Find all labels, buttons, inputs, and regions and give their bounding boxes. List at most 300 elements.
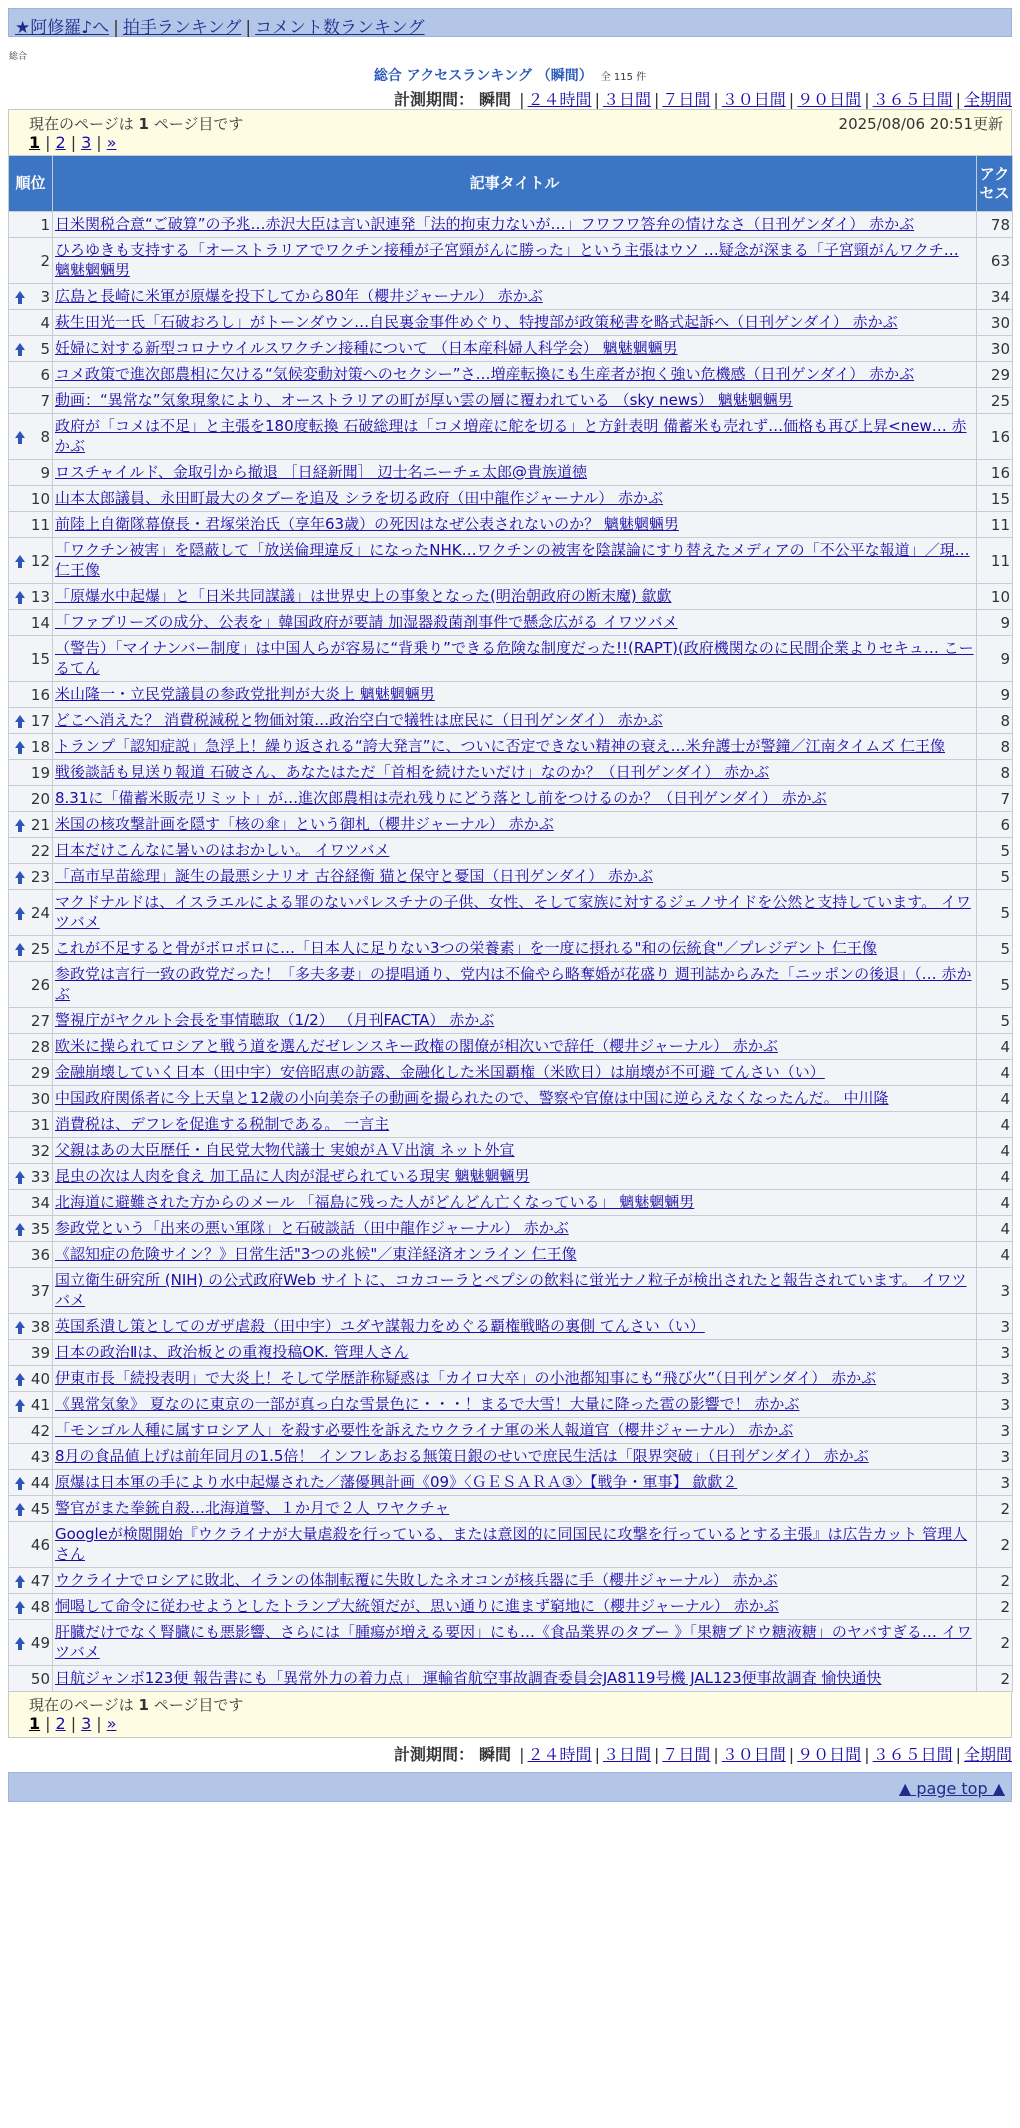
article-title-link[interactable]: ウクライナでロシアに敗北、イランの体制転覆に失敗したネオコンが核兵器に手（櫻井ジャーナル） 赤かぶ — [55, 1571, 778, 1589]
title-cell — [53, 538, 977, 584]
page-separator: | — [70, 1714, 77, 1733]
rank-number: 48 — [30, 1597, 50, 1616]
article-title-link[interactable]: 英国系潰し策としてのガザ虐殺（田中宇）ユダヤ謀報力をめぐる覇権戦略の裏側 てんさい（い） — [55, 1317, 705, 1335]
nav-separator: | — [113, 18, 119, 38]
access-count-cell: 16 — [977, 460, 1013, 486]
rank-number: 17 — [30, 711, 50, 730]
page-separator: | — [96, 133, 102, 152]
access-count-cell: 3 — [977, 1444, 1013, 1470]
current-page-text-footer: 現在のページは 1 ページ目です — [29, 1696, 244, 1714]
period-link[interactable]: ３０日間 — [721, 90, 786, 109]
access-count-cell: 4 — [977, 1216, 1013, 1242]
table-row — [9, 388, 1013, 414]
page-info-footer — [8, 1692, 1012, 1738]
title-cell — [53, 362, 977, 388]
rank-number: 15 — [30, 649, 50, 668]
rank-number: 23 — [30, 867, 50, 886]
access-count-cell: 4 — [977, 1086, 1013, 1112]
table-row — [9, 1112, 1013, 1138]
rank-cell — [9, 414, 53, 460]
access-count-cell: 3 — [977, 1470, 1013, 1496]
access-count-cell: 5 — [977, 1008, 1013, 1034]
rank-number: 39 — [30, 1343, 50, 1362]
title-cell — [53, 336, 977, 362]
rank-number: 6 — [40, 365, 50, 384]
period-separator: | — [519, 90, 525, 109]
period-separator: | — [788, 1745, 795, 1764]
period-separator: | — [713, 90, 719, 109]
rank-cell — [9, 460, 53, 486]
period-link[interactable]: ３日間 — [602, 90, 651, 109]
title-cell — [53, 486, 977, 512]
table-row — [9, 238, 1013, 284]
access-count-cell: 2 — [977, 1496, 1013, 1522]
title-cell — [53, 388, 977, 414]
rank-up-arrow-icon — [15, 343, 25, 350]
top-nav-bar — [8, 8, 1012, 37]
page-info-box — [8, 109, 1012, 155]
title-cell — [53, 212, 977, 238]
table-row — [9, 1242, 1013, 1268]
article-title-link[interactable]: 警官がまた拳銃自殺…北海道警、１か月で２人 ワヤクチャ — [55, 1499, 450, 1517]
access-count-cell: 15 — [977, 486, 1013, 512]
rank-cell — [9, 838, 53, 864]
period-separator: | — [788, 90, 795, 109]
table-row — [9, 786, 1013, 812]
title-cell — [53, 1314, 977, 1340]
access-count-cell: 8 — [977, 734, 1013, 760]
article-title-link[interactable]: 萩生田光一氏「石破おろし」がトーンダウン…自民裏金事件めぐり、特捜部が政策秘書を略式起訴へ（日刊ゲンダイ） 赤かぶ — [55, 313, 898, 331]
rank-number: 1 — [40, 215, 50, 234]
title-cell — [53, 786, 977, 812]
article-title-link[interactable]: 警視庁がヤクルト会長を事情聴取（1/2） （月刊FACTA） 赤かぶ — [55, 1011, 495, 1029]
col-access-header: アクセス — [977, 156, 1013, 212]
rank-up-arrow-icon — [15, 943, 25, 950]
table-row — [9, 1008, 1013, 1034]
title-cell — [53, 1138, 977, 1164]
access-count-cell: 30 — [977, 310, 1013, 336]
article-title-link[interactable]: 日本の政治Ⅱは、政治板との重複投稿OK. 管理人さん — [55, 1343, 409, 1361]
rank-number: 33 — [30, 1167, 50, 1186]
title-cell — [53, 838, 977, 864]
title-cell — [53, 1366, 977, 1392]
article-title-link[interactable]: 北海道に避難された方からのメール 「福島に残った人がどんどん亡くなっている」 魑魅魍魎男 — [55, 1193, 695, 1211]
title-cell — [53, 1034, 977, 1060]
table-header-row — [9, 156, 1013, 212]
rank-number: 20 — [30, 789, 50, 808]
access-count-cell: 6 — [977, 812, 1013, 838]
rank-number: 19 — [30, 763, 50, 782]
access-count-cell: 4 — [977, 1164, 1013, 1190]
title-cell — [53, 1060, 977, 1086]
title-cell — [53, 962, 977, 1008]
access-count-cell: 78 — [977, 212, 1013, 238]
rank-number: 25 — [30, 939, 50, 958]
article-title-link[interactable]: Googleが検閲開始『ウクライナが大量虐殺を行っている、または意図的に同国民に攻撃を行っているとする主張』は広告カット 管理人さん — [55, 1525, 968, 1563]
article-title-link[interactable]: 昆虫の次は人肉を食え 加工品に人肉が混ぜられている現実 魑魅魍魎男 — [55, 1167, 530, 1185]
access-count-cell: 4 — [977, 1138, 1013, 1164]
article-title-link[interactable]: 消費税は、デフレを促進する税制である。 一言主 — [55, 1115, 390, 1133]
title-cell — [53, 460, 977, 486]
article-title-link[interactable]: 政府が「コメは不足」と主張を180度転換 石破総理は「コメ増産に舵を切る」と方針表明 備蓄米も売れず…価格も再び上昇<new… 赤かぶ — [55, 417, 967, 455]
rank-number: 13 — [30, 587, 50, 606]
title-cell — [53, 812, 977, 838]
table-row — [9, 1392, 1013, 1418]
nav-separator: | — [245, 18, 252, 38]
period-link[interactable]: ３６５日間 — [872, 1745, 953, 1764]
article-title-link[interactable]: これが不足すると骨がボロボロに…「日本人に足りない3つの栄養素」を一度に摂れる"和の伝統食"／プレジデント 仁王像 — [55, 939, 877, 957]
rank-number: 9 — [40, 463, 50, 482]
period-link[interactable]: ７日間 — [662, 90, 711, 109]
table-row — [9, 610, 1013, 636]
table-row — [9, 890, 1013, 936]
period-link[interactable]: ３０日間 — [721, 1745, 786, 1764]
access-count-cell: 7 — [977, 786, 1013, 812]
title-cell — [53, 1418, 977, 1444]
title-cell — [53, 734, 977, 760]
rank-up-arrow-icon — [15, 591, 25, 598]
rank-up-arrow-icon — [15, 715, 25, 722]
period-separator: | — [864, 1745, 870, 1764]
title-cell — [53, 936, 977, 962]
rank-cell — [9, 1242, 53, 1268]
article-title-link[interactable]: 米国の核攻撃計画を隠す「核の傘」という御札（櫻井ジャーナル） 赤かぶ — [55, 815, 554, 833]
period-separator: | — [594, 1745, 600, 1764]
table-row — [9, 812, 1013, 838]
rank-number: 28 — [30, 1037, 50, 1056]
article-title-link[interactable]: 広島と長崎に米軍が原爆を投下してから80年（櫻井ジャーナル） 赤かぶ — [55, 287, 543, 305]
article-title-link[interactable]: 戦後談話も見送り報道 石破さん、あなたはただ「首相を続けたいだけ」なのか？（日刊ゲンダイ） 赤かぶ — [55, 763, 770, 781]
access-count-cell: 5 — [977, 936, 1013, 962]
table-row — [9, 1190, 1013, 1216]
access-count-cell: 11 — [977, 538, 1013, 584]
title-cell — [53, 1496, 977, 1522]
table-row — [9, 584, 1013, 610]
rank-cell — [9, 584, 53, 610]
title-cell — [53, 636, 977, 682]
article-title-link[interactable]: 金融崩壊していく日本（田中宇）安倍昭恵の訪露、金融化した米国覇権（米欧日）は崩壊が不可避 てんさい（い） — [55, 1063, 825, 1081]
title-cell — [53, 584, 977, 610]
rank-number: 34 — [30, 1193, 50, 1212]
rank-number: 31 — [30, 1115, 50, 1134]
article-title-link[interactable]: 妊婦に対する新型コロナウイルスワクチン接種について （日本産科婦人科学会） 魑魅魍魎男 — [55, 339, 678, 357]
article-title-link[interactable]: 日航ジャンボ123便 報告書にも「異常外力の着力点」 運輸省航空事故調査委員会JA8119号機 JAL123便事故調査 愉快通快 — [55, 1669, 882, 1687]
article-title-link[interactable]: ひろゆきも支持する「オーストラリアでワクチン接種が子宮頸がんに勝った」という主張はウソ …疑念が深まる「子宮頸がんワクチ… 魑魅魍魎男 — [55, 241, 959, 279]
pagination — [29, 133, 1003, 153]
table-row — [9, 1340, 1013, 1366]
title-cell — [53, 864, 977, 890]
page-link[interactable]: 3 — [81, 1714, 92, 1733]
article-title-link[interactable]: 参政党は言行一致の政党だった！「多夫多妻」の提唱通り、党内は不倫やら略奪婚が花盛り 週刊誌からみた「ニッポンの後退」（… 赤かぶ — [55, 965, 972, 1003]
title-cell — [53, 1666, 977, 1692]
table-row — [9, 1444, 1013, 1470]
table-row — [9, 1418, 1013, 1444]
access-count-cell: 5 — [977, 838, 1013, 864]
title-cell — [53, 1470, 977, 1496]
rank-number: 12 — [30, 551, 50, 570]
page-separator: | — [45, 1714, 51, 1733]
table-row — [9, 414, 1013, 460]
rank-up-arrow-icon — [15, 1575, 25, 1582]
rank-number: 21 — [30, 815, 50, 834]
rank-cell — [9, 538, 53, 584]
access-count-cell: 3 — [977, 1314, 1013, 1340]
access-count-cell: 8 — [977, 708, 1013, 734]
rank-up-arrow-icon — [15, 741, 25, 748]
page-top-link[interactable]: ▲ page top ▲ — [898, 1779, 1005, 1798]
page-link[interactable]: 3 — [81, 133, 92, 152]
rank-up-arrow-icon — [15, 1321, 25, 1328]
rank-cell — [9, 1138, 53, 1164]
period-link[interactable]: 全期間 — [963, 1745, 1012, 1764]
page-link[interactable]: 2 — [55, 133, 66, 152]
rank-cell — [9, 1340, 53, 1366]
title-cell — [53, 1008, 977, 1034]
table-row — [9, 486, 1013, 512]
page-current: 1 — [29, 1714, 41, 1733]
rank-number: 11 — [30, 515, 50, 534]
table-row — [9, 734, 1013, 760]
article-title-link[interactable]: 「モンゴル人種に属すロシア人」を殺す必要性を訴えたウクライナ軍の米人報道官（櫻井ジャーナル） 赤かぶ — [55, 1421, 794, 1439]
ranking-table-body — [9, 212, 1013, 1692]
title-cell — [53, 760, 977, 786]
rank-cell — [9, 708, 53, 734]
table-row — [9, 708, 1013, 734]
title-cell — [53, 1216, 977, 1242]
clap-ranking-link[interactable]: 拍手ランキング — [122, 18, 242, 38]
rank-cell — [9, 1366, 53, 1392]
article-title-link[interactable]: マクドナルドは、イスラエルによる罪のないパレスチナの子供、女性、そして家族に対するジェノサイドを公然と支持しています。 イワツバメ — [55, 893, 971, 931]
rank-cell — [9, 682, 53, 708]
rank-number: 16 — [30, 685, 50, 704]
article-title-link[interactable]: 「高市早苗総理」誕生の最悪シナリオ 古谷経衡 猫と保守と憂国（日刊ゲンダイ） 赤かぶ — [55, 867, 653, 885]
table-row — [9, 1060, 1013, 1086]
table-row — [9, 1138, 1013, 1164]
rank-up-arrow-icon — [15, 1399, 25, 1406]
article-title-link[interactable]: どこへ消えた？ 消費税減税と物価対策…政治空白で犠牲は庶民に（日刊ゲンダイ） 赤かぶ — [55, 711, 663, 729]
table-row — [9, 1216, 1013, 1242]
article-title-link[interactable]: 日本だけこんなに暑いのはおかしい。 イワツバメ — [55, 841, 390, 859]
rank-number: 32 — [30, 1141, 50, 1160]
article-title-link[interactable]: 中国政府関係者に今上天皇と12歳の小向美奈子の動画を撮られたので、警察や官僚は中国に逆らえなくなったんだ。 中川隆 — [55, 1089, 889, 1107]
col-title-header: 記事タイトル — [53, 156, 977, 212]
access-count-cell: 29 — [977, 362, 1013, 388]
table-row — [9, 760, 1013, 786]
title-cell — [53, 1522, 977, 1568]
rank-number: 38 — [30, 1317, 50, 1336]
period-selector-top — [8, 87, 1012, 109]
article-title-link[interactable]: 8.31に「備蓄米販売リミット」が…進次郎農相は売れ残りにどう落とし前をつけるのか？（日刊ゲンダイ） 赤かぶ — [55, 789, 827, 807]
table-row — [9, 962, 1013, 1008]
title-cell — [53, 1392, 977, 1418]
table-row — [9, 538, 1013, 584]
table-row — [9, 1034, 1013, 1060]
article-title-link[interactable]: （警告）「マイナンバー制度」は中国人らが容易に“背乗り”できる危険な制度だった!!(RAPT)(政府機関なのに民間企業よりセキュ… こーるてん — [55, 639, 974, 677]
article-title-link[interactable]: 参政党という「出来の悪い軍隊」と石破談話（田中龍作ジャーナル） 赤かぶ — [55, 1219, 569, 1237]
period-link[interactable]: 全期間 — [963, 90, 1012, 109]
access-count-cell: 5 — [977, 962, 1013, 1008]
title-cell — [53, 1340, 977, 1366]
rank-cell — [9, 1666, 53, 1692]
article-title-link[interactable]: コメ政策で進次郎農相に欠ける“気候変動対策へのセクシー”さ…増産転換にも生産者が抱く強い危機感（日刊ゲンダイ） 赤かぶ — [55, 365, 915, 383]
rank-cell — [9, 786, 53, 812]
pagination-footer — [29, 1714, 1003, 1734]
rank-cell — [9, 362, 53, 388]
title-cell — [53, 310, 977, 336]
access-count-cell: 3 — [977, 1268, 1013, 1314]
article-title-link[interactable]: 欧米に操られてロシアと戦う道を選んだゼレンスキー政権の閣僚が相次いで辞任（櫻井ジャーナル） 赤かぶ — [55, 1037, 778, 1055]
period-label: 計測期間： — [393, 1745, 474, 1764]
next-page-link[interactable]: » — [106, 133, 117, 152]
table-row — [9, 310, 1013, 336]
comment-ranking-link[interactable]: コメント数ランキング — [255, 18, 425, 38]
rank-up-arrow-icon — [15, 1171, 25, 1178]
rank-number: 7 — [40, 391, 50, 410]
access-count-cell: 4 — [977, 1190, 1013, 1216]
rank-cell — [9, 238, 53, 284]
period-link[interactable]: ２４時間 — [527, 90, 592, 109]
article-title-link[interactable]: 「原爆水中起爆」と「日米共同謀議」は世界史上の事象となった(明治朝政府の断末魔) 歙歔 — [55, 587, 672, 605]
rank-cell — [9, 1008, 53, 1034]
access-count-cell: 3 — [977, 1418, 1013, 1444]
ranking-count: 全 115 件 — [600, 72, 647, 83]
rank-cell — [9, 1086, 53, 1112]
period-link[interactable]: ２４時間 — [527, 1745, 592, 1764]
article-title-link[interactable]: ロスチャイルド、金取引から撤退 ［日経新聞］ 辺士名ニーチェ太郎@貴族道徳 — [55, 463, 587, 481]
updated-time: 2025/08/06 20:51更新 — [838, 115, 1003, 133]
rank-cell — [9, 1112, 53, 1138]
category-tag: 総合 — [9, 52, 28, 62]
rank-cell — [9, 486, 53, 512]
period-separator: | — [955, 90, 961, 109]
period-link[interactable]: ３日間 — [602, 1745, 651, 1764]
rank-cell — [9, 1034, 53, 1060]
access-count-cell: 3 — [977, 1366, 1013, 1392]
access-count-cell: 9 — [977, 610, 1013, 636]
period-link[interactable]: ９０日間 — [797, 90, 862, 109]
rank-cell — [9, 1268, 53, 1314]
home-link[interactable]: ★阿修羅♪へ — [15, 18, 110, 38]
period-link[interactable]: ７日間 — [662, 1745, 711, 1764]
access-count-cell: 2 — [977, 1568, 1013, 1594]
rank-up-arrow-icon — [15, 555, 25, 562]
rank-number: 50 — [30, 1669, 50, 1688]
article-title-link[interactable]: 恫喝して命令に従わせようとしたトランプ大統領だが、思い通りに進まず窮地に（櫻井ジャーナル） 赤かぶ — [55, 1597, 779, 1615]
table-row — [9, 838, 1013, 864]
period-separator: | — [594, 90, 600, 109]
access-count-cell: 25 — [977, 388, 1013, 414]
period-link[interactable]: ３６５日間 — [872, 90, 953, 109]
article-title-link[interactable]: 8月の食品値上げは前年同月の1.5倍！ インフレあおる無策日銀のせいで庶民生活は「限界突破」（日刊ゲンダイ） 赤かぶ — [55, 1447, 869, 1465]
table-row — [9, 1086, 1013, 1112]
table-row — [9, 1164, 1013, 1190]
period-current: 瞬間 — [479, 1745, 512, 1764]
rank-number: 40 — [30, 1369, 50, 1388]
title-cell — [53, 1190, 977, 1216]
access-count-cell: 2 — [977, 1522, 1013, 1568]
rank-cell — [9, 1392, 53, 1418]
period-separator: | — [653, 1745, 660, 1764]
rank-cell — [9, 760, 53, 786]
page-current: 1 — [29, 133, 41, 152]
rank-number: 24 — [30, 903, 50, 922]
rank-cell — [9, 1314, 53, 1340]
table-row — [9, 936, 1013, 962]
article-title-link[interactable]: 国立衛生研究所 (NIH) の公式政府Web サイトに、コカコーラとペプシの飲料に蛍光ナノ粒子が検出されたと報告されています。 イワツバメ — [55, 1271, 967, 1309]
table-row — [9, 1268, 1013, 1314]
title-cell — [53, 1568, 977, 1594]
article-title-link[interactable]: 伊東市長「続投表明」で大炎上！そして学歴詐称疑惑は「カイロ大卒」の小池都知事にも“飛び火”（日刊ゲンダイ） 赤かぶ — [55, 1369, 877, 1387]
article-title-link[interactable]: トランプ「認知症説」急浮上！繰り返される“誇大発言”に、ついに否定できない精神の衰え…米弁護士が警鐘／江南タイムズ 仁王像 — [55, 737, 946, 755]
article-title-link[interactable]: 《異常気象》 夏なのに東京の一部が真っ白な雪景色に・・・！まるで大雪！大量に降った雹の影響で！ 赤かぶ — [55, 1395, 800, 1413]
rank-number: 3 — [40, 287, 50, 306]
access-count-cell: 2 — [977, 1620, 1013, 1666]
period-separator: | — [713, 1745, 719, 1764]
rank-cell — [9, 1444, 53, 1470]
article-title-link[interactable]: 肝臓だけでなく腎臓にも悪影響、さらには「腫瘍が増える要因」にも…《食品業界のタブー 》「果糖ブドウ糖液糖」のヤバすぎる… イワツバメ — [55, 1623, 972, 1661]
rank-number: 36 — [30, 1245, 50, 1264]
article-title-link[interactable]: 原爆は日本軍の手により水中起爆された／藩優興計画《09》〈ＧＥＳＡＲＡ③〉【戦争・軍事】 歙歔２ — [55, 1473, 738, 1491]
rank-cell — [9, 212, 53, 238]
rank-cell — [9, 336, 53, 362]
title-cell — [53, 610, 977, 636]
article-title-link[interactable]: 「ファブリーズの成分、公表を」韓国政府が要請 加湿器殺菌剤事件で懸念広がる イワツバメ — [55, 613, 678, 631]
article-title-link[interactable]: 日米関税合意“ご破算”の予兆…赤沢大臣は言い訳連発「法的拘束力ないが…」フワフワ答弁の情けなさ（日刊ゲンダイ） 赤かぶ — [55, 215, 915, 233]
rank-number: 5 — [40, 339, 50, 358]
access-count-cell: 2 — [977, 1594, 1013, 1620]
access-count-cell: 8 — [977, 760, 1013, 786]
rank-number: 8 — [40, 427, 50, 446]
article-title-link[interactable]: 山本太郎議員、永田町最大のタブーを追及 シラを切る政府（田中龍作ジャーナル） 赤かぶ — [55, 489, 664, 507]
rank-number: 18 — [30, 737, 50, 756]
article-title-link[interactable]: 米山隆一・立民党議員の参政党批判が大炎上 魑魅魍魎男 — [55, 685, 435, 703]
rank-up-arrow-icon — [15, 1373, 25, 1380]
access-count-cell: 4 — [977, 1112, 1013, 1138]
access-count-cell: 10 — [977, 584, 1013, 610]
rank-number: 4 — [40, 313, 50, 332]
next-page-link[interactable]: » — [106, 1714, 117, 1733]
rank-number: 37 — [30, 1281, 50, 1300]
article-title-link[interactable]: 父親はあの大臣歴任・自民党大物代議士 実娘がＡＶ出演 ネット外宣 — [55, 1141, 515, 1159]
table-row — [9, 682, 1013, 708]
ranking-title-line — [8, 65, 1012, 85]
table-row — [9, 636, 1013, 682]
access-count-cell: 2 — [977, 1666, 1013, 1692]
current-page-text: 現在のページは 1 ページ目です — [29, 115, 244, 133]
rank-cell — [9, 310, 53, 336]
article-title-link[interactable]: 《認知症の危険サイン？》日常生活"3つの兆候"／東洋経済オンライン 仁王像 — [55, 1245, 577, 1263]
rank-cell — [9, 610, 53, 636]
rank-cell — [9, 734, 53, 760]
period-link[interactable]: ９０日間 — [797, 1745, 862, 1764]
title-cell — [53, 1268, 977, 1314]
article-title-link[interactable]: 動画：“異常な”気象現象により、オーストラリアの町が厚い雲の層に覆われている （sky news） 魑魅魍魎男 — [55, 391, 793, 409]
rank-cell — [9, 1164, 53, 1190]
rank-cell — [9, 936, 53, 962]
article-title-link[interactable]: 「ワクチン被害」を隠蔽して「放送倫理違反」になったNHK…ワクチンの被害を陰謀論にすり替えたメディアの「不公平な報道」／現… 仁王像 — [55, 541, 970, 579]
rank-cell — [9, 1568, 53, 1594]
title-cell — [53, 1242, 977, 1268]
ranking-title: 総合 アクセスランキング （瞬間） — [373, 68, 593, 84]
article-title-link[interactable]: 前陸上自衛隊幕僚長・君塚栄治氏（享年63歳）の死因はなぜ公表されないのか？ 魑魅魍魎男 — [55, 515, 679, 533]
rank-cell — [9, 1470, 53, 1496]
page-link[interactable]: 2 — [55, 1714, 66, 1733]
rank-cell — [9, 1522, 53, 1568]
access-count-cell: 30 — [977, 336, 1013, 362]
access-count-cell: 9 — [977, 636, 1013, 682]
title-cell — [53, 414, 977, 460]
period-label: 計測期間： — [393, 90, 474, 109]
